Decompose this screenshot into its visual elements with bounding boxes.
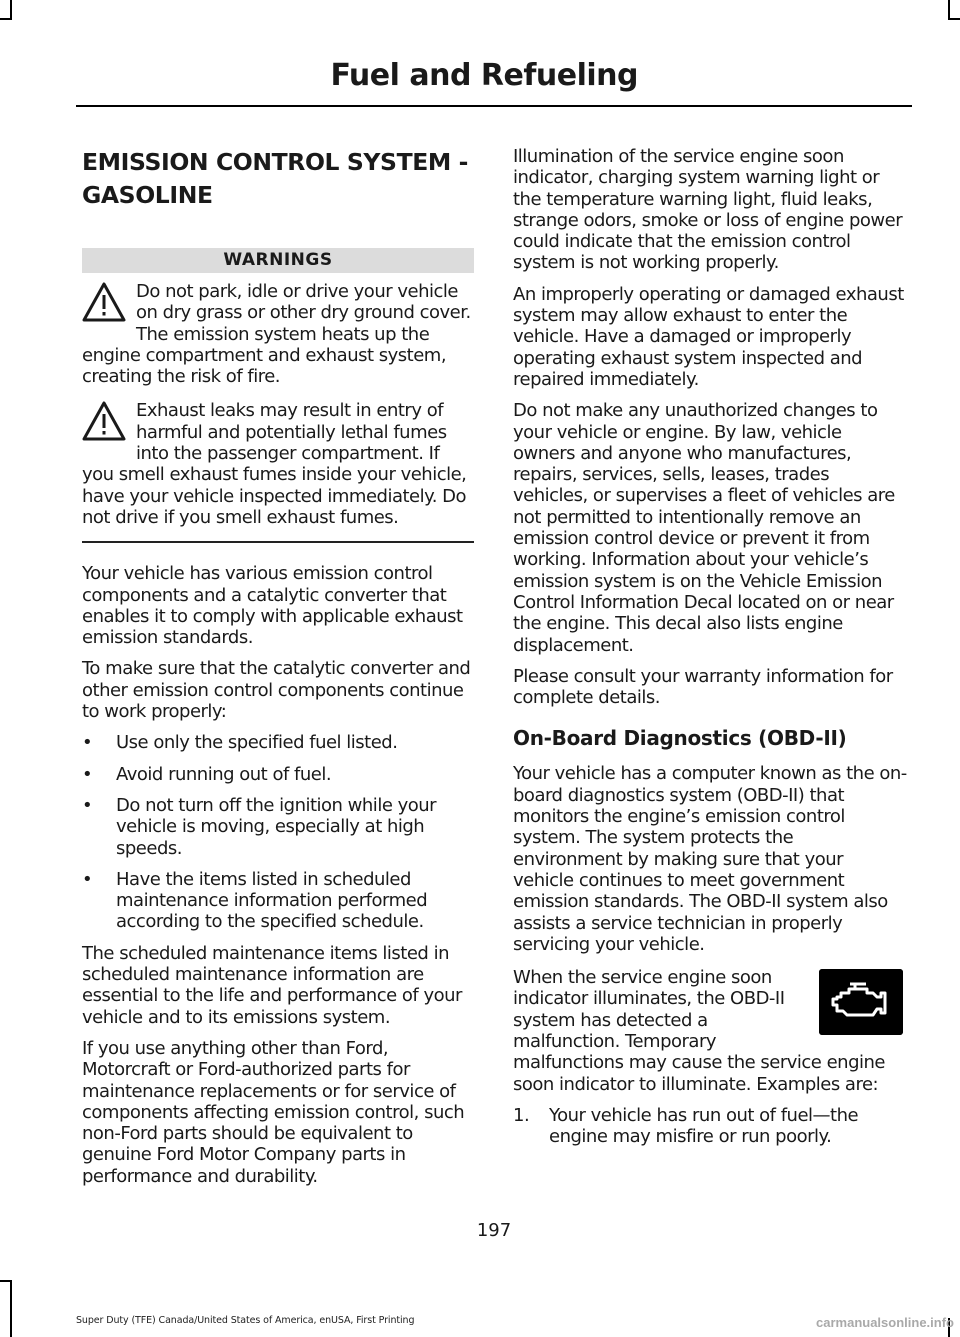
- warning-item: [82, 400, 474, 528]
- engine-indicator-block: [513, 967, 907, 1095]
- list-item: [82, 869, 474, 933]
- paragraph: Your vehicle has a computer known as the on-board diagnostics system (OBD-II) that monitors the engine’s emission control system. The system protects the environment by making sure that your vehicle continues to meet government emission standards. The OBD-II system also assists a service technician in properly servicing your vehicle.: [513, 763, 907, 955]
- numbered-list: [513, 1105, 907, 1148]
- list-item-text: Your vehicle has run out of fuel—the engine may misfire or run poorly.: [549, 1104, 859, 1148]
- warning-text: Do not park, idle or drive your vehicle on dry grass or other dry ground cover. The emission system heats up the engine compartment and exhaust system, creating the risk of fire.: [82, 281, 471, 388]
- list-item: [513, 1105, 907, 1148]
- paragraph: The scheduled maintenance items listed in scheduled maintenance information are essential to the life and performance of your vehicle and to its emissions system.: [82, 942, 462, 1028]
- list-item: [82, 795, 474, 859]
- list-item-text: Use only the specified fuel listed.: [116, 732, 398, 754]
- page-number: 197: [476, 1220, 512, 1241]
- crop-mark-bottom-left-v: [10, 1280, 12, 1337]
- warning-triangle-icon: [82, 281, 134, 325]
- list-item-text: Have the items listed in scheduled maintenance information performed according to the specified schedule.: [116, 868, 428, 933]
- paragraph: When the service engine soon indicator illuminates, the OBD-II system has detected a malfunction. Temporary malfunctions may cause the service engine soon indicator to illuminate. Examples are:: [513, 967, 885, 1095]
- obd-heading: On-Board Diagnostics (OBD-II): [513, 726, 847, 751]
- publication-info: Super Duty (TFE) Canada/United States of America, enUSA, First Printing: [76, 1315, 415, 1326]
- paragraph: To make sure that the catalytic converter and other emission control components continue to work properly:: [82, 658, 471, 723]
- warning-text: Exhaust leaks may result in entry of harmful and potentially lethal fumes into the passenger compartment. If you smell exhaust fumes inside your vehicle, have your vehicle inspected immediately. Do not drive if you smell exhaust fumes.: [82, 400, 467, 528]
- warnings-box: [82, 248, 474, 543]
- list-item: [82, 764, 474, 785]
- warning-triangle-icon: [82, 400, 134, 444]
- left-column: [82, 146, 474, 1197]
- crop-mark-top-right-v: [948, 0, 950, 20]
- bullet-mark: •: [82, 868, 93, 890]
- crop-mark-top-left-v: [10, 0, 12, 20]
- bullet-list: [82, 732, 474, 932]
- paragraph: Illumination of the service engine soon indicator, charging system warning light or the temperature warning light, fluid leaks, strange odors, smoke or loss of engine power could indicate that the emission control system is not working properly.: [513, 146, 903, 274]
- crop-mark-top-left-h: [0, 18, 12, 20]
- warnings-bottom-rule: [82, 541, 474, 543]
- page-header-title: Fuel and Refueling: [330, 58, 638, 93]
- paragraph: Your vehicle has various emission control components and a catalytic converter that enables it to comply with applicable exhaust emission standards.: [82, 563, 463, 649]
- paragraph: Do not make any unauthorized changes to your vehicle or engine. By law, vehicle owners and anyone who manufactures, repairs, services, sells, leases, trades vehicles, or supervises a fleet of vehicles are not permitted to intentionally remove an emission control device or prevent it from working. Information about your vehicle’s emission system is on the Vehicle Emission Control Information Decal located on or near the engine. This decal also lists engine displacement.: [513, 400, 895, 656]
- watermark: carmanualsonline.info: [816, 1315, 954, 1330]
- bullet-mark: •: [82, 794, 93, 816]
- list-item: [82, 732, 474, 753]
- warnings-heading: WARNINGS: [82, 248, 474, 273]
- bullet-mark: •: [82, 732, 93, 754]
- list-item-text: Do not turn off the ignition while your vehicle is moving, especially at high speeds.: [116, 794, 437, 859]
- right-column: [513, 146, 907, 1147]
- section-title: EMISSION CONTROL SYSTEM - GASOLINE: [82, 148, 468, 209]
- list-item-text: Avoid running out of fuel.: [116, 763, 332, 785]
- crop-mark-top-right-h: [948, 18, 960, 20]
- paragraph: An improperly operating or damaged exhaust system may allow exhaust to enter the vehicle. Have a damaged or improperly operating exhaust system inspected and repaired immediately.: [513, 283, 904, 390]
- crop-mark-bottom-left-h: [0, 1280, 12, 1282]
- paragraph: If you use anything other than Ford, Motorcraft or Ford-authorized parts for maintenance replacements or for service of components affecting emission control, such non-Ford parts should be equivalent to genuine Ford Motor Company parts in performance and durability.: [82, 1037, 465, 1187]
- check-engine-icon: [819, 969, 903, 1035]
- paragraph: Please consult your warranty information for complete details.: [513, 665, 893, 709]
- bullet-mark: •: [82, 763, 93, 785]
- warning-item: [82, 281, 474, 387]
- header-rule: [76, 105, 912, 107]
- list-number: 1.: [513, 1104, 530, 1126]
